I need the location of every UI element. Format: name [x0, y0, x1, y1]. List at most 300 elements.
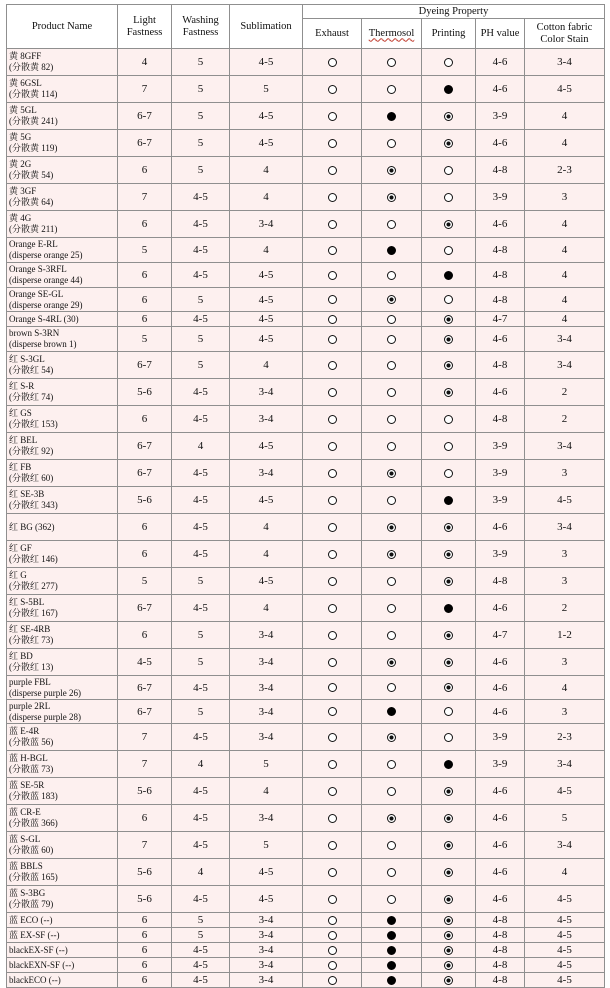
sublimation-cell: 3-4 — [230, 724, 303, 751]
product-alt-name: (disperse purple 26) — [9, 687, 81, 698]
ph-value-cell: 3-9 — [476, 460, 525, 487]
light-fastness-cell: 6-7 — [118, 595, 172, 622]
color-stain-cell: 4-5 — [525, 913, 605, 928]
ph-value-cell: 4-8 — [476, 263, 525, 288]
dotted-circle-icon — [444, 550, 453, 559]
product-name: 蓝 SE-5R — [9, 780, 45, 790]
open-circle-icon — [328, 295, 337, 304]
ph-value-cell: 4-8 — [476, 913, 525, 928]
header-sublimation: Sublimation — [230, 5, 303, 49]
product-name: 红 BD — [9, 651, 33, 661]
sublimation-cell: 4-5 — [230, 568, 303, 595]
thermosol-cell — [362, 487, 422, 514]
product-name: blackECO (--) — [9, 974, 61, 985]
color-stain-cell: 4 — [525, 238, 605, 263]
product-alt-name: (分散蓝 366) — [9, 818, 58, 828]
table-row — [7, 595, 605, 622]
light-fastness-cell: 5-6 — [118, 487, 172, 514]
thermosol-cell — [362, 805, 422, 832]
thermosol-cell — [362, 649, 422, 676]
light-fastness-cell: 6-7 — [118, 103, 172, 130]
color-stain-cell: 4-5 — [525, 928, 605, 943]
sublimation-cell: 4-5 — [230, 263, 303, 288]
exhaust-cell — [303, 943, 362, 958]
sublimation-cell: 5 — [230, 76, 303, 103]
printing-cell — [422, 238, 476, 263]
product-name: 红 G — [9, 570, 27, 580]
product-name-cell — [7, 724, 118, 751]
dotted-circle-icon — [444, 335, 453, 344]
sublimation-cell: 4 — [230, 514, 303, 541]
product-name: 蓝 S-3BG — [9, 888, 46, 898]
product-name: 蓝 H-BGL — [9, 753, 48, 763]
thermosol-cell — [362, 958, 422, 973]
product-name-cell — [7, 622, 118, 649]
thermosol-cell — [362, 379, 422, 406]
thermosol-cell — [362, 568, 422, 595]
printing-cell — [422, 379, 476, 406]
color-stain-cell: 3 — [525, 649, 605, 676]
exhaust-cell — [303, 622, 362, 649]
open-circle-icon — [387, 683, 396, 692]
sublimation-cell: 4-5 — [230, 288, 303, 312]
ph-value-cell: 4-6 — [476, 327, 525, 352]
open-circle-icon — [387, 361, 396, 370]
product-name: 红 FB — [9, 462, 32, 472]
open-circle-icon — [328, 707, 337, 716]
printing-cell — [422, 157, 476, 184]
product-name: purple 2RL — [9, 700, 51, 711]
product-name-cell — [7, 352, 118, 379]
thermosol-cell — [362, 157, 422, 184]
dotted-circle-icon — [444, 976, 453, 985]
table-row — [7, 622, 605, 649]
printing-cell — [422, 913, 476, 928]
open-circle-icon — [387, 315, 396, 324]
header-product-name: Product Name — [7, 5, 118, 49]
washing-fastness-cell: 4-5 — [172, 514, 230, 541]
ph-value-cell: 4-6 — [476, 700, 525, 724]
washing-fastness-cell: 5 — [172, 928, 230, 943]
washing-fastness-cell: 5 — [172, 76, 230, 103]
filled-circle-icon — [444, 760, 453, 769]
filled-circle-icon — [387, 946, 396, 955]
product-alt-name: (分散黄 211) — [9, 224, 58, 234]
washing-fastness-cell: 4-5 — [172, 832, 230, 859]
table-row — [7, 263, 605, 288]
light-fastness-cell: 6 — [118, 928, 172, 943]
exhaust-cell — [303, 406, 362, 433]
dotted-circle-icon — [387, 193, 396, 202]
washing-fastness-cell: 4-5 — [172, 778, 230, 805]
open-circle-icon — [328, 361, 337, 370]
table-row — [7, 700, 605, 724]
header-thermosol — [362, 19, 422, 49]
open-circle-icon — [444, 246, 453, 255]
light-fastness-cell: 4-5 — [118, 649, 172, 676]
sublimation-cell: 3-4 — [230, 649, 303, 676]
product-alt-name: (分散红 146) — [9, 554, 58, 564]
ph-value-cell: 4-8 — [476, 928, 525, 943]
filled-circle-icon — [387, 112, 396, 121]
printing-cell — [422, 541, 476, 568]
sublimation-cell: 5 — [230, 751, 303, 778]
table-row — [7, 805, 605, 832]
washing-fastness-cell: 5 — [172, 103, 230, 130]
product-name: 黄 2G — [9, 159, 32, 169]
thermosol-cell — [362, 460, 422, 487]
open-circle-icon — [328, 733, 337, 742]
product-alt-name: (分散蓝 73) — [9, 764, 54, 774]
thermosol-cell — [362, 778, 422, 805]
sublimation-cell: 4-5 — [230, 487, 303, 514]
product-name-cell — [7, 541, 118, 568]
product-name: 红 SE-3B — [9, 489, 45, 499]
thermosol-cell — [362, 913, 422, 928]
product-name-cell — [7, 379, 118, 406]
open-circle-icon — [387, 220, 396, 229]
product-name-cell — [7, 130, 118, 157]
product-name: 蓝 ECO (--) — [9, 914, 53, 925]
sublimation-cell: 3-4 — [230, 700, 303, 724]
color-stain-cell: 3 — [525, 184, 605, 211]
ph-value-cell: 4-6 — [476, 886, 525, 913]
product-alt-name: (分散黄 241) — [9, 116, 58, 126]
color-stain-cell: 3 — [525, 541, 605, 568]
product-alt-name: (分散红 74) — [9, 392, 54, 402]
sublimation-cell: 3-4 — [230, 805, 303, 832]
table-row — [7, 379, 605, 406]
printing-cell — [422, 886, 476, 913]
product-alt-name: (分散红 153) — [9, 419, 58, 429]
thermosol-cell — [362, 886, 422, 913]
open-circle-icon — [328, 658, 337, 667]
exhaust-cell — [303, 778, 362, 805]
printing-cell — [422, 103, 476, 130]
product-name-cell — [7, 460, 118, 487]
table-row — [7, 103, 605, 130]
product-alt-name: (分散黄 54) — [9, 170, 54, 180]
open-circle-icon — [328, 271, 337, 280]
open-circle-icon — [328, 58, 337, 67]
ph-value-cell: 4-7 — [476, 622, 525, 649]
product-alt-name: (disperse orange 25) — [9, 250, 83, 260]
open-circle-icon — [328, 931, 337, 940]
exhaust-cell — [303, 327, 362, 352]
washing-fastness-cell: 4-5 — [172, 724, 230, 751]
product-alt-name: (分散红 167) — [9, 608, 58, 618]
open-circle-icon — [328, 415, 337, 424]
thermosol-cell — [362, 676, 422, 700]
dotted-circle-icon — [444, 868, 453, 877]
ph-value-cell: 4-6 — [476, 805, 525, 832]
ph-value-cell: 4-7 — [476, 312, 525, 327]
table-row — [7, 157, 605, 184]
light-fastness-cell: 5 — [118, 238, 172, 263]
open-circle-icon — [328, 166, 337, 175]
sublimation-cell: 3-4 — [230, 928, 303, 943]
sublimation-cell: 3-4 — [230, 676, 303, 700]
table-container — [6, 4, 604, 988]
product-name-cell — [7, 568, 118, 595]
exhaust-cell — [303, 103, 362, 130]
printing-cell — [422, 700, 476, 724]
light-fastness-cell: 6 — [118, 406, 172, 433]
open-circle-icon — [387, 85, 396, 94]
ph-value-cell: 4-8 — [476, 958, 525, 973]
ph-value-cell: 3-9 — [476, 541, 525, 568]
color-stain-cell: 4 — [525, 859, 605, 886]
ph-value-cell: 4-8 — [476, 352, 525, 379]
thermosol-cell — [362, 751, 422, 778]
ph-value-cell: 3-9 — [476, 103, 525, 130]
product-name: Orange S-3RFL — [9, 264, 67, 274]
ph-value-cell: 4-6 — [476, 859, 525, 886]
printing-cell — [422, 406, 476, 433]
product-name-cell — [7, 103, 118, 130]
washing-fastness-cell: 5 — [172, 700, 230, 724]
open-circle-icon — [328, 246, 337, 255]
light-fastness-cell: 6 — [118, 514, 172, 541]
product-alt-name: (分散蓝 79) — [9, 899, 54, 909]
light-fastness-cell: 5 — [118, 568, 172, 595]
color-stain-cell: 4-5 — [525, 973, 605, 988]
product-alt-name: (分散红 92) — [9, 446, 54, 456]
printing-cell — [422, 943, 476, 958]
printing-cell — [422, 263, 476, 288]
exhaust-cell — [303, 859, 362, 886]
ph-value-cell: 4-6 — [476, 832, 525, 859]
dotted-circle-icon — [387, 295, 396, 304]
exhaust-cell — [303, 312, 362, 327]
filled-circle-icon — [444, 496, 453, 505]
washing-fastness-cell: 4-5 — [172, 406, 230, 433]
light-fastness-cell: 6 — [118, 943, 172, 958]
light-fastness-cell: 5-6 — [118, 379, 172, 406]
washing-fastness-cell: 4-5 — [172, 805, 230, 832]
printing-cell — [422, 211, 476, 238]
ph-value-cell: 4-6 — [476, 76, 525, 103]
ph-value-cell: 4-6 — [476, 49, 525, 76]
dotted-circle-icon — [444, 112, 453, 121]
color-stain-cell: 3-4 — [525, 751, 605, 778]
dotted-circle-icon — [444, 315, 453, 324]
product-alt-name: (分散黄 82) — [9, 62, 54, 72]
thermosol-cell — [362, 433, 422, 460]
product-name-cell — [7, 928, 118, 943]
dotted-circle-icon — [387, 469, 396, 478]
product-name: 蓝 E-4R — [9, 726, 40, 736]
open-circle-icon — [328, 523, 337, 532]
header-exhaust: Exhaust — [303, 19, 362, 49]
color-stain-cell: 3-4 — [525, 352, 605, 379]
product-name-cell — [7, 238, 118, 263]
filled-circle-icon — [387, 707, 396, 716]
product-name-cell — [7, 184, 118, 211]
filled-circle-icon — [387, 931, 396, 940]
thermosol-cell — [362, 859, 422, 886]
light-fastness-cell: 4 — [118, 49, 172, 76]
color-stain-cell: 4-5 — [525, 943, 605, 958]
exhaust-cell — [303, 263, 362, 288]
printing-cell — [422, 76, 476, 103]
ph-value-cell: 4-8 — [476, 943, 525, 958]
table-row — [7, 958, 605, 973]
color-stain-cell: 3 — [525, 460, 605, 487]
thermosol-cell — [362, 238, 422, 263]
color-stain-cell: 4-5 — [525, 76, 605, 103]
sublimation-cell: 4-5 — [230, 312, 303, 327]
exhaust-cell — [303, 700, 362, 724]
open-circle-icon — [387, 415, 396, 424]
printing-cell — [422, 312, 476, 327]
table-row — [7, 238, 605, 263]
sublimation-cell: 4-5 — [230, 49, 303, 76]
thermosol-cell — [362, 49, 422, 76]
washing-fastness-cell: 4 — [172, 859, 230, 886]
washing-fastness-cell: 4-5 — [172, 595, 230, 622]
open-circle-icon — [328, 335, 337, 344]
table-row — [7, 327, 605, 352]
open-circle-icon — [328, 841, 337, 850]
product-name: 黄 8GFF — [9, 51, 42, 61]
dotted-circle-icon — [444, 961, 453, 970]
exhaust-cell — [303, 238, 362, 263]
sublimation-cell: 4 — [230, 541, 303, 568]
product-alt-name: (分散黄 119) — [9, 143, 58, 153]
printing-cell — [422, 751, 476, 778]
washing-fastness-cell: 4-5 — [172, 379, 230, 406]
exhaust-cell — [303, 460, 362, 487]
thermosol-cell — [362, 700, 422, 724]
filled-circle-icon — [387, 246, 396, 255]
open-circle-icon — [328, 388, 337, 397]
dotted-circle-icon — [444, 523, 453, 532]
exhaust-cell — [303, 288, 362, 312]
dotted-circle-icon — [444, 631, 453, 640]
product-name: 蓝 CR-E — [9, 807, 41, 817]
color-stain-cell: 5 — [525, 805, 605, 832]
thermosol-cell — [362, 832, 422, 859]
dotted-circle-icon — [444, 361, 453, 370]
washing-fastness-cell: 4-5 — [172, 676, 230, 700]
color-stain-cell: 3 — [525, 700, 605, 724]
printing-cell — [422, 433, 476, 460]
open-circle-icon — [328, 976, 337, 985]
light-fastness-cell: 6 — [118, 541, 172, 568]
sublimation-cell: 4-5 — [230, 433, 303, 460]
product-alt-name: (disperse brown 1) — [9, 339, 77, 349]
exhaust-cell — [303, 211, 362, 238]
washing-fastness-cell: 4-5 — [172, 487, 230, 514]
open-circle-icon — [444, 469, 453, 478]
washing-fastness-cell: 4-5 — [172, 943, 230, 958]
thermosol-cell — [362, 263, 422, 288]
product-name: 黄 5G — [9, 132, 32, 142]
exhaust-cell — [303, 568, 362, 595]
table-row — [7, 724, 605, 751]
light-fastness-cell: 7 — [118, 724, 172, 751]
table-row — [7, 541, 605, 568]
product-name: 红 GF — [9, 543, 32, 553]
table-row — [7, 433, 605, 460]
dotted-circle-icon — [444, 139, 453, 148]
light-fastness-cell: 6 — [118, 288, 172, 312]
product-alt-name: (disperse orange 29) — [9, 299, 83, 310]
light-fastness-cell: 6 — [118, 263, 172, 288]
table-row — [7, 832, 605, 859]
open-circle-icon — [387, 787, 396, 796]
product-name-cell — [7, 649, 118, 676]
table-row — [7, 288, 605, 312]
open-circle-icon — [328, 946, 337, 955]
thermosol-cell — [362, 928, 422, 943]
open-circle-icon — [387, 841, 396, 850]
product-name-cell — [7, 751, 118, 778]
table-row — [7, 649, 605, 676]
ph-value-cell: 4-8 — [476, 973, 525, 988]
sublimation-cell: 5 — [230, 832, 303, 859]
open-circle-icon — [328, 442, 337, 451]
sublimation-cell: 3-4 — [230, 958, 303, 973]
sublimation-cell: 3-4 — [230, 460, 303, 487]
light-fastness-cell: 7 — [118, 184, 172, 211]
product-name-cell — [7, 886, 118, 913]
table-row — [7, 751, 605, 778]
dotted-circle-icon — [387, 658, 396, 667]
product-name: blackEX-SF (--) — [9, 944, 68, 955]
exhaust-cell — [303, 724, 362, 751]
thermosol-cell — [362, 76, 422, 103]
dotted-circle-icon — [444, 683, 453, 692]
washing-fastness-cell: 4-5 — [172, 958, 230, 973]
dye-property-table — [6, 4, 605, 988]
product-name-cell — [7, 312, 118, 327]
exhaust-cell — [303, 751, 362, 778]
printing-cell — [422, 649, 476, 676]
table-row — [7, 676, 605, 700]
thermosol-cell — [362, 622, 422, 649]
light-fastness-cell: 6 — [118, 973, 172, 988]
product-alt-name: (分散蓝 183) — [9, 791, 58, 801]
light-fastness-cell: 5-6 — [118, 859, 172, 886]
open-circle-icon — [328, 604, 337, 613]
printing-cell — [422, 778, 476, 805]
sublimation-cell: 3-4 — [230, 943, 303, 958]
product-alt-name: (分散红 73) — [9, 635, 54, 645]
light-fastness-cell: 6 — [118, 312, 172, 327]
dotted-circle-icon — [387, 733, 396, 742]
washing-fastness-cell: 4-5 — [172, 238, 230, 263]
product-name-cell — [7, 487, 118, 514]
ph-value-cell: 4-6 — [476, 649, 525, 676]
product-name: 红 S-5BL — [9, 597, 45, 607]
printing-cell — [422, 460, 476, 487]
product-name-cell — [7, 778, 118, 805]
sublimation-cell: 3-4 — [230, 622, 303, 649]
light-fastness-cell: 5-6 — [118, 886, 172, 913]
product-name: 黄 3GF — [9, 186, 37, 196]
ph-value-cell: 4-8 — [476, 157, 525, 184]
washing-fastness-cell: 4-5 — [172, 312, 230, 327]
sublimation-cell: 3-4 — [230, 211, 303, 238]
printing-cell — [422, 958, 476, 973]
open-circle-icon — [444, 415, 453, 424]
light-fastness-cell: 6 — [118, 622, 172, 649]
header-light-fastness: Light Fastness — [118, 5, 172, 49]
dotted-circle-icon — [444, 787, 453, 796]
exhaust-cell — [303, 76, 362, 103]
